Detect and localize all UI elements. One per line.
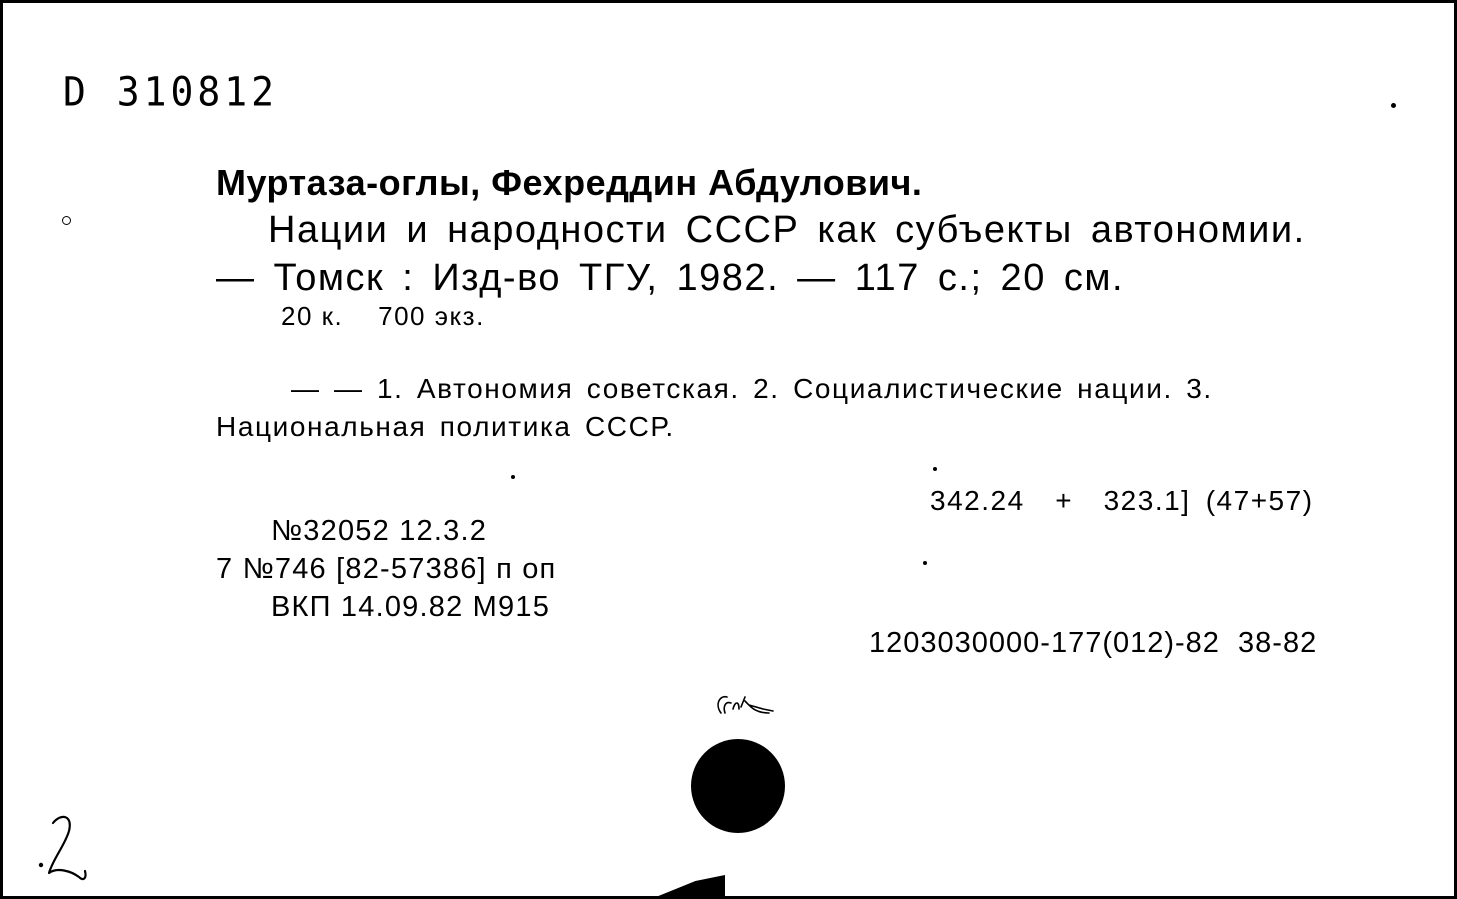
inventory-number: D 310812 [63,68,279,116]
catalog-code [869,629,1317,658]
imprint-line: — Томск : Изд-во ТГУ, 1982. — 117 с.; 20 см. [216,257,1125,299]
speck-mark [923,561,927,565]
author-heading: Муртаза-оглы, Фехреддин Абдулович. [216,162,923,203]
subject-headings-line: Национальная политика СССР. [216,411,675,442]
chamber-record: ВКП 14.09.82 М915 [271,591,551,623]
order-number: №32052 12.3.2 [271,515,488,547]
handwritten-2-icon [31,809,101,889]
price-and-print-run [281,303,485,329]
subject-headings-line: — — 1. Автономия советская. 2. Социалистические нации. 3. [291,373,1213,404]
classification-code [930,487,1314,515]
handwritten-initials-icon [709,683,789,723]
catalog-code-text: 1203030000-177(012)-82 38-82 [869,627,1318,659]
speck-mark [1391,103,1396,108]
punch-hole-icon [691,739,785,833]
price-and-print-run-text: 20 к. 700 экз. [281,301,485,331]
registration-number: 7 №746 [82-57386] п оп [216,553,557,585]
speck-mark [511,475,515,479]
title-line: Нации и народности СССР как субъекты автономии. [268,209,1306,251]
speck-mark [933,467,937,471]
speck-mark [62,216,71,225]
ink-blot [651,875,725,899]
classification-code-text: 342.24 + 323.1] (47+57) [930,485,1314,516]
